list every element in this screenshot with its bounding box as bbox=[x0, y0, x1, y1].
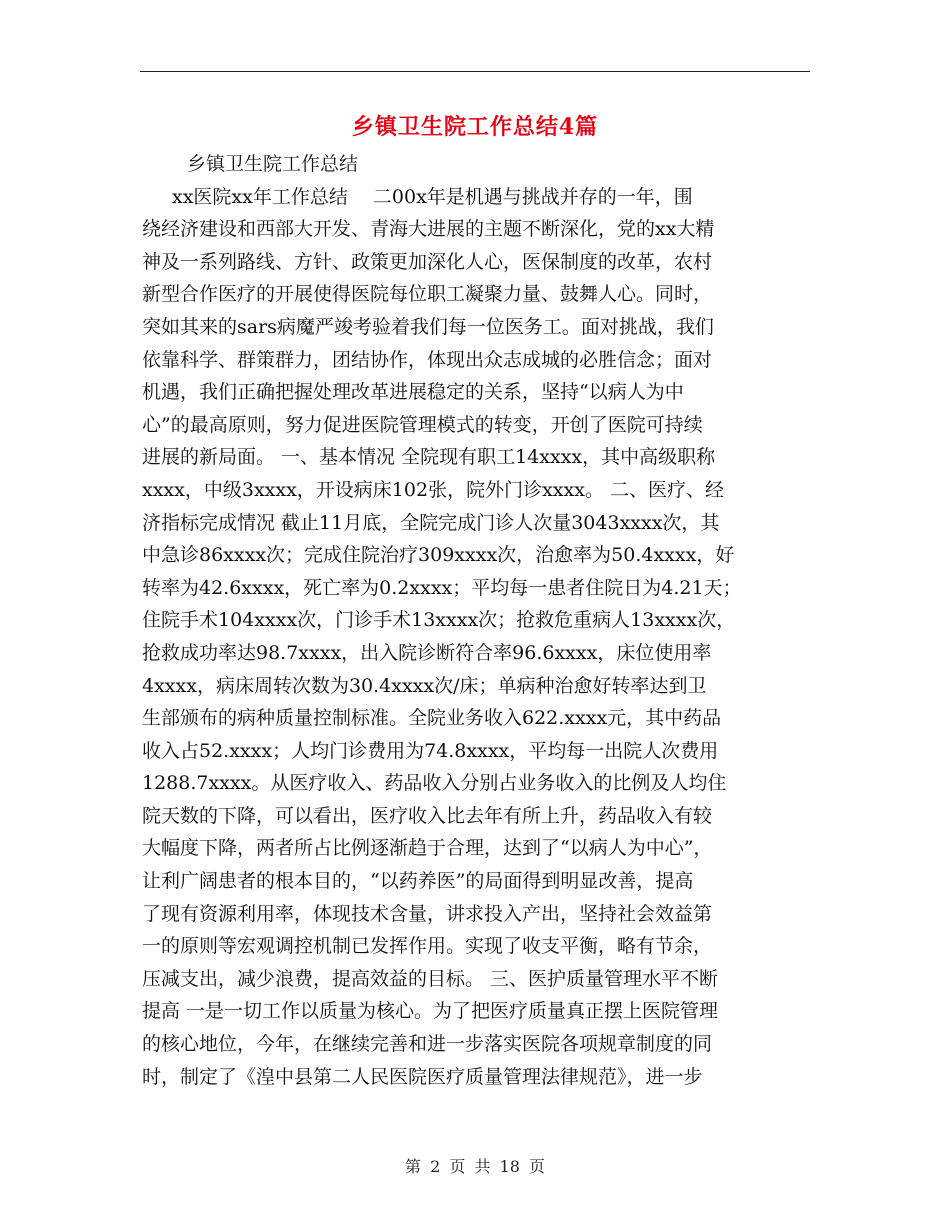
body-line: 时，制定了《湟中县第二人民医院医疗质量管理法律规范》，进一步 bbox=[142, 1065, 703, 1088]
body-line: 一的原则等宏观调控机制已发挥作用。实现了收支平衡，略有节余， bbox=[142, 935, 713, 958]
body-line: 绕经济建设和西部大开发、青海大进展的主题不断深化，党的xx大精 bbox=[142, 218, 715, 241]
body-line: 进展的新局面。 一、基本情况 全院现有职工14xxxx，其中高级职称 bbox=[142, 446, 716, 469]
body-line: 提高 一是一切工作以质量为核心。为了把医疗质量真正摆上医院管理 bbox=[142, 1000, 719, 1023]
body-line: xx医院xx年工作总结 二00x年是机遇与挑战并存的一年，围 bbox=[172, 185, 693, 208]
body-line: 转率为42.6xxxx，死亡率为0.2xxxx；平均每一患者住院日为4.21天； bbox=[142, 576, 742, 599]
section-subtitle: 乡镇卫生院工作总结 bbox=[187, 153, 359, 175]
body-line: 心”的最高原则，努力促进医院管理模式的转变，开创了医院可持续 bbox=[142, 413, 703, 436]
body-line: 的核心地位，今年，在继续完善和进一步落实医院各项规章制度的同 bbox=[142, 1033, 713, 1056]
body-line: 住院手术104xxxx次，门诊手术13xxxx次；抢救危重病人13xxxx次， bbox=[142, 609, 736, 632]
body-line: 压减支出，减少浪费，提高效益的目标。 三、医护质量管理水平不断 bbox=[142, 967, 719, 990]
body-line: 1288.7xxxx。从医疗收入、药品收入分别占业务收入的比例及人均住 bbox=[142, 772, 727, 795]
body-line: 收入占52.xxxx；人均门诊费用为74.8xxxx，平均每一出院人次费用 bbox=[142, 739, 719, 762]
body-line: 中急诊86xxxx次；完成住院治疗309xxxx次，治愈率为50.4xxxx，好 bbox=[142, 544, 735, 567]
body-line: 了现有资源利用率，体现技术含量，讲求投入产出，坚持社会效益第 bbox=[142, 902, 713, 925]
body-line: 突如其来的sars病魔严竣考验着我们每一位医务工。面对挑战，我们 bbox=[142, 315, 714, 338]
body-line: 大幅度下降，两者所占比例逐渐趋于合理，达到了“以病人为中心”， bbox=[142, 837, 713, 860]
body-line: 神及一系列路线、方针、政策更加深化人心，医保制度的改革，农村 bbox=[142, 250, 713, 273]
body-line: 生部颁布的病种质量控制标准。全院业务收入622.xxxx元，其中药品 bbox=[142, 707, 722, 730]
body-line: 机遇，我们正确把握处理改革进展稳定的关系，坚持“以病人为中 bbox=[142, 381, 684, 404]
body-line: 抢救成功率达98.7xxxx，出入院诊断符合率96.6xxxx，床位使用率 bbox=[142, 641, 712, 664]
page-number: 第 2 页 共 18 页 bbox=[405, 1157, 545, 1176]
body-line: 让利广阔患者的根本目的，“以药养医”的局面得到明显改善，提高 bbox=[142, 870, 694, 893]
body-line: 4xxxx，病床周转次数为30.4xxxx次/床；单病种治愈好转率达到卫 bbox=[142, 674, 707, 697]
body-line: xxxx，中级3xxxx，开设病床102张，院外门诊xxxx。 二、医疗、经 bbox=[142, 478, 724, 501]
body-line: 依靠科学、群策群力，团结协作，体现出众志成城的必胜信念；面对 bbox=[142, 348, 713, 371]
body-line: 新型合作医疗的开展使得医院每位职工凝聚力量、鼓舞人心。同时， bbox=[142, 283, 713, 306]
document-title: 乡镇卫生院工作总结4篇 bbox=[351, 114, 599, 140]
document-body bbox=[142, 148, 812, 1093]
body-line: 院天数的下降，可以看出，医疗收入比去年有所上升，药品收入有较 bbox=[142, 804, 713, 827]
header-rule bbox=[140, 71, 810, 72]
body-line: 济指标完成情况 截止11月底，全院完成门诊人次量3043xxxx次，其 bbox=[142, 511, 720, 534]
